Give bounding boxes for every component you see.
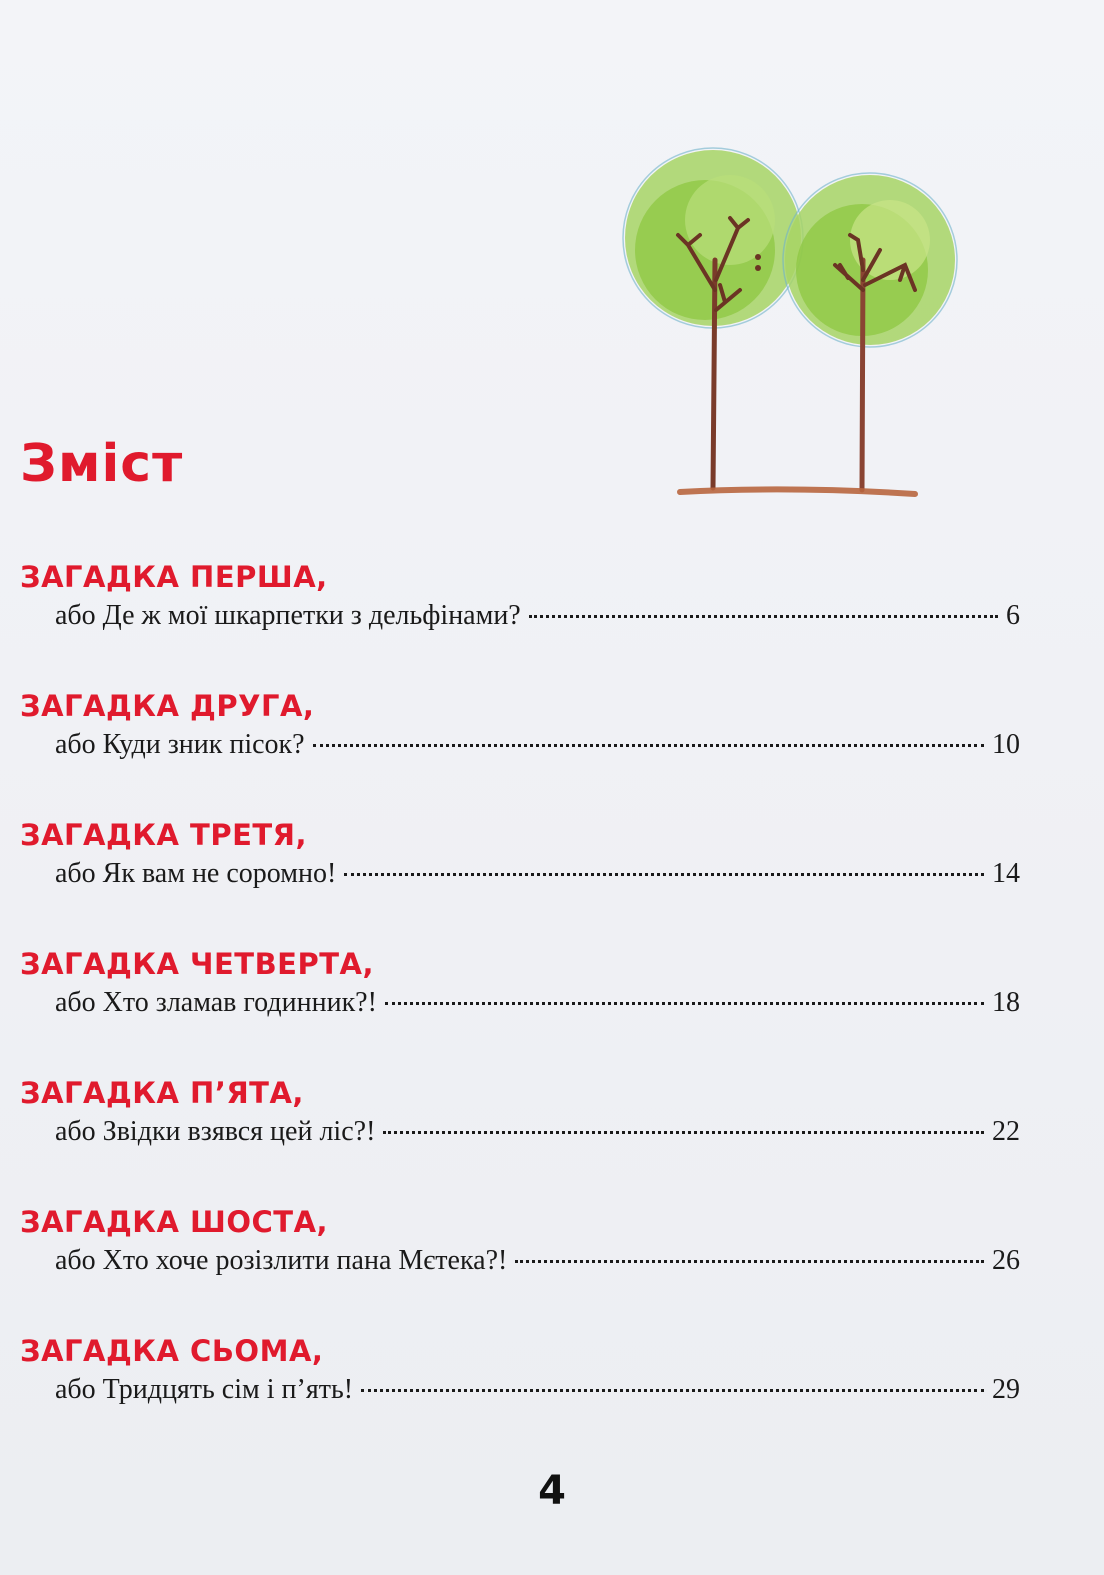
dot-leader <box>529 615 998 618</box>
toc-entry-page: 14 <box>992 858 1020 889</box>
toc-entry-line <box>55 729 1020 761</box>
toc-entry-subtitle: або Куди зник пісок? <box>55 729 305 760</box>
toc-entry[interactable] <box>0 939 1104 1068</box>
page-number: 4 <box>538 1468 566 1514</box>
toc-entry[interactable] <box>0 1326 1104 1455</box>
toc-entry-subtitle: або Хто хоче розізлити пана Мєтека?! <box>55 1245 508 1276</box>
toc-entry-heading: ЗАГАДКА ДРУГА, <box>20 689 315 723</box>
toc-entry-line <box>55 987 1020 1019</box>
toc-entry[interactable] <box>0 681 1104 810</box>
toc-entry[interactable] <box>0 1197 1104 1326</box>
toc-entry-line <box>55 1374 1020 1406</box>
toc-entry-line <box>55 600 1020 632</box>
toc-entry-line <box>55 1245 1020 1277</box>
toc-entry-heading: ЗАГАДКА П’ЯТА, <box>20 1076 304 1110</box>
toc-entry-heading: ЗАГАДКА ШОСТА, <box>20 1205 329 1239</box>
toc-entry-heading: ЗАГАДКА ЧЕТВЕРТА, <box>20 947 374 981</box>
toc-entry-line <box>55 858 1020 890</box>
toc-entry-heading: ЗАГАДКА СЬОМА, <box>20 1334 324 1368</box>
toc-entry-subtitle: або Звідки взявся цей ліс?! <box>55 1116 376 1147</box>
two-trees-illustration <box>600 140 980 520</box>
dot-leader <box>313 744 984 747</box>
toc-entry-line <box>55 1116 1020 1148</box>
dot-leader <box>361 1389 984 1392</box>
toc-entry-page: 6 <box>1006 600 1020 631</box>
dot-leader <box>515 1260 984 1263</box>
toc-entry-subtitle: або Хто зламав годинник?! <box>55 987 377 1018</box>
dot-leader <box>344 873 984 876</box>
toc-title: Зміст <box>20 434 184 494</box>
dot-leader <box>385 1002 984 1005</box>
toc-entry-page: 22 <box>992 1116 1020 1147</box>
toc-entry-page: 10 <box>992 729 1020 760</box>
toc-entry-page: 26 <box>992 1245 1020 1276</box>
toc-entry-subtitle: або Де ж мої шкарпетки з дельфінами? <box>55 600 521 631</box>
toc-entry[interactable] <box>0 1068 1104 1197</box>
toc-entry-heading: ЗАГАДКА ПЕРША, <box>20 560 328 594</box>
table-of-contents <box>0 552 1104 1455</box>
toc-entry-page: 18 <box>992 987 1020 1018</box>
toc-entry-page: 29 <box>992 1374 1020 1405</box>
toc-entry-subtitle: або Тридцять сім і п’ять! <box>55 1374 354 1405</box>
toc-entry-heading: ЗАГАДКА ТРЕТЯ, <box>20 818 308 852</box>
dot-leader <box>383 1131 984 1134</box>
toc-entry[interactable] <box>0 552 1104 681</box>
toc-entry[interactable] <box>0 810 1104 939</box>
toc-entry-subtitle: або Як вам не соромно! <box>55 858 337 889</box>
